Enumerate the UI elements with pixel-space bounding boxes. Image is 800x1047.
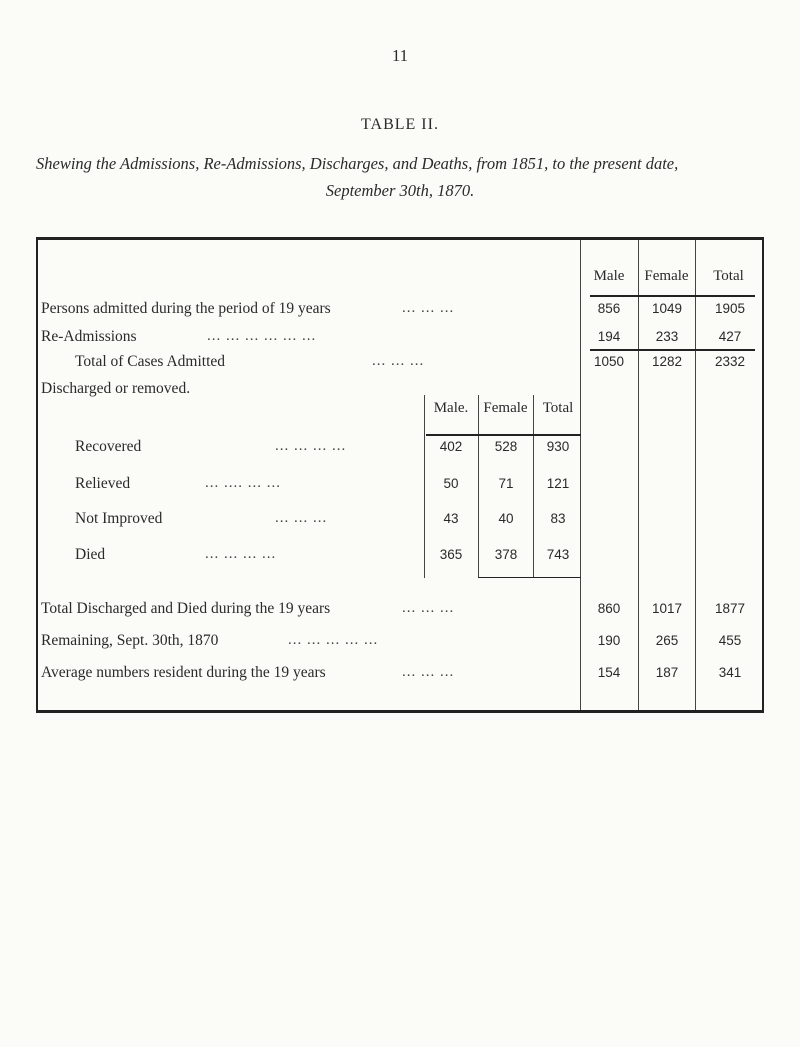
sub-header-underline: [426, 434, 581, 436]
row-dots: ... ... ...: [402, 600, 455, 616]
row-dots: ... ... ... ...: [205, 546, 277, 562]
row-dots: ... ... ... ... ...: [288, 632, 379, 648]
row-label-re-admissions: Re-Admissions: [41, 328, 137, 345]
cell-not-improved-total: 83: [550, 511, 566, 526]
row-label-remaining: Remaining, Sept. 30th, 1870: [41, 632, 219, 649]
cell-average-total: 341: [718, 665, 742, 680]
cell-average-female: 187: [655, 665, 679, 680]
row-dots: ... ... ...: [402, 664, 455, 680]
row-label-recovered: Recovered: [75, 438, 142, 455]
row-label-died: Died: [75, 546, 106, 563]
cell-remaining-total: 455: [718, 633, 742, 648]
cell-relieved-total: 121: [546, 476, 570, 491]
cell-recovered-total: 930: [546, 439, 570, 454]
cell-recovered-female: 528: [494, 439, 518, 454]
cell-re-admissions-male: 194: [597, 329, 621, 344]
table-title: TABLE II.: [361, 116, 439, 133]
section-heading-discharged: Discharged or removed.: [41, 380, 191, 397]
page-number: 11: [391, 46, 409, 65]
sub-column-header-male: Male.: [433, 400, 469, 416]
cell-total-discharged-total: 1877: [714, 601, 746, 616]
subtitle-line-1: Shewing the Admissions, Re-Admissions, Discharges, and Deaths, from 1851, to the present date,: [36, 154, 679, 173]
sub-column-header-total: Total: [542, 400, 574, 416]
row-dots: ... ... ...: [275, 510, 328, 526]
table-left-rule: [36, 237, 38, 713]
cell-died-total: 743: [546, 547, 570, 562]
cell-remaining-female: 265: [655, 633, 679, 648]
subtotal-rule: [590, 349, 755, 351]
cell-relieved-male: 50: [443, 476, 459, 491]
cell-died-male: 365: [439, 547, 463, 562]
cell-total-admitted-female: 1282: [651, 354, 683, 369]
subtitle-line-2: September 30th, 1870.: [325, 181, 475, 200]
column-header-total: Total: [713, 268, 744, 284]
cell-total-admitted-total: 2332: [714, 354, 746, 369]
cell-average-male: 154: [597, 665, 621, 680]
row-label-average: Average numbers resident during the 19 years: [41, 664, 326, 681]
row-dots: ... ... ... ... ... ...: [207, 328, 317, 344]
table-top-rule: [36, 237, 764, 240]
cell-recovered-male: 402: [439, 439, 463, 454]
cell-total-discharged-male: 860: [597, 601, 621, 616]
row-dots: ... ... ...: [402, 300, 455, 316]
cell-persons-admitted-male: 856: [597, 301, 621, 316]
table-right-rule: [762, 237, 764, 713]
row-label-total-discharged: Total Discharged and Died during the 19 years: [41, 600, 331, 617]
row-label-not-improved: Not Improved: [75, 510, 163, 527]
cell-total-admitted-male: 1050: [593, 354, 625, 369]
row-label-relieved: Relieved: [75, 475, 131, 492]
table-bottom-rule: [36, 710, 764, 713]
cell-re-admissions-female: 233: [655, 329, 679, 344]
row-dots: ... ... ...: [372, 353, 425, 369]
cell-died-female: 378: [494, 547, 518, 562]
cell-total-discharged-female: 1017: [651, 601, 683, 616]
row-dots: ... ... ... ...: [275, 438, 347, 454]
column-header-male: Male: [593, 268, 625, 284]
sub-column-header-female: Female: [483, 400, 528, 416]
cell-relieved-female: 71: [498, 476, 514, 491]
row-label-total-admitted: Total of Cases Admitted: [75, 353, 226, 370]
cell-not-improved-female: 40: [498, 511, 514, 526]
column-header-female: Female: [644, 268, 689, 284]
column-header-underline: [590, 295, 755, 297]
cell-persons-admitted-female: 1049: [651, 301, 683, 316]
sub-table-bottom-rule: [478, 577, 581, 578]
cell-remaining-male: 190: [597, 633, 621, 648]
cell-re-admissions-total: 427: [718, 329, 742, 344]
row-dots: ... .... ... ...: [205, 475, 281, 491]
cell-not-improved-male: 43: [443, 511, 459, 526]
cell-persons-admitted-total: 1905: [714, 301, 746, 316]
row-label-persons-admitted: Persons admitted during the period of 19 years: [41, 300, 331, 317]
